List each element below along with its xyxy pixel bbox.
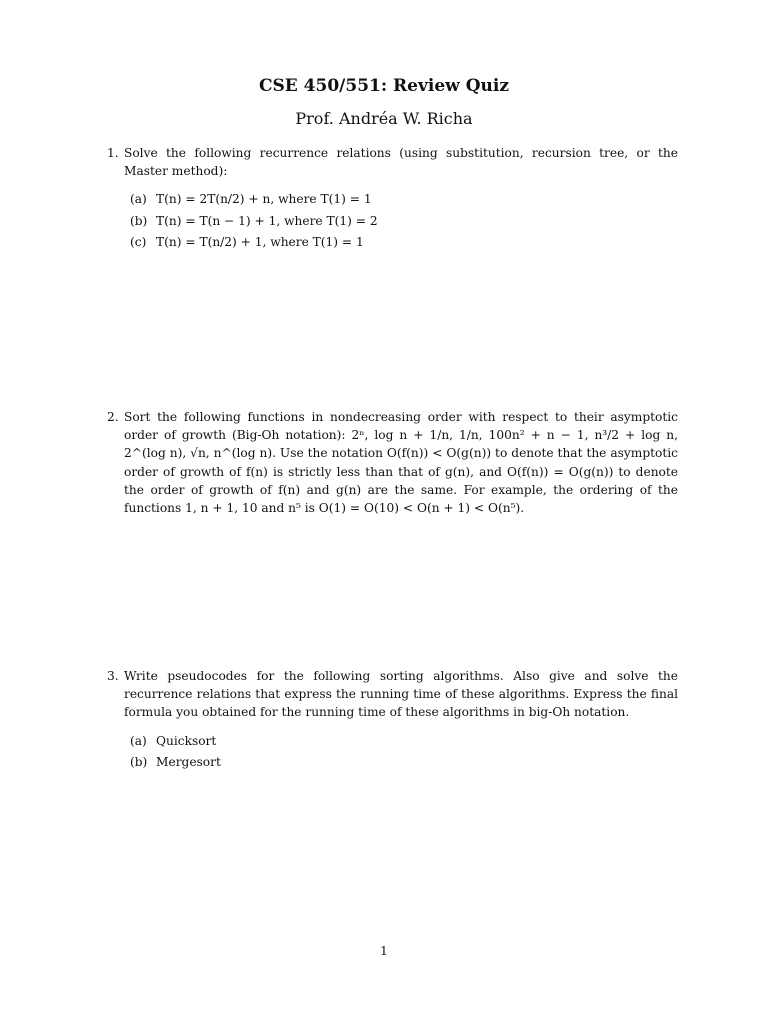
- page-title: CSE 450/551: Review Quiz: [259, 76, 509, 96]
- subquestion-item: [130, 232, 678, 254]
- question-3: [107, 667, 678, 774]
- subquestion-item: [130, 752, 678, 774]
- author-line: Prof. Andréa W. Richa: [295, 109, 473, 128]
- question-text: Sort the following functions in nondecreasing order with respect to their asymptotic order of growth (Big-Oh notation): 2ⁿ, log n + 1/n, 1/n, 100n² + n − 1, n³/2 + log n, 2^(log n), √n, n^(log n). Use the notation O(f(n)) < O(g(n)) to denote that the asymptotic order of growth of f(n) is strictly less than that of g(n), and O(f(n)) = O(g(n)) to denote the order of growth of f(n) and g(n) are the same. For example, the ordering of the functions 1, n + 1, 10 and n⁵ is O(1) = O(10) < O(n + 1) < O(n⁵).: [124, 410, 678, 516]
- question-1: [107, 144, 678, 254]
- subquestion-text: Mergesort: [156, 755, 221, 770]
- subquestion-text: T(n) = 2T(n/2) + n, where T(1) = 1: [156, 192, 372, 207]
- subquestion-item: [130, 189, 678, 211]
- subquestion-text: T(n) = T(n/2) + 1, where T(1) = 1: [156, 235, 364, 250]
- question-number: 1.: [107, 146, 119, 160]
- subquestion-label: (a): [130, 733, 147, 748]
- subquestion-label: (c): [130, 235, 147, 250]
- question-number: 2.: [107, 410, 119, 424]
- question-2: [107, 408, 678, 517]
- question-text: Write pseudocodes for the following sorting algorithms. Also give and solve the recurrence relations that express the running time of these algorithms. Express the final formula you obtained for the running time of these algorithms in big-Oh notation.: [124, 669, 678, 720]
- subquestion-label: (b): [130, 213, 148, 228]
- subquestion-list: [130, 731, 678, 774]
- subquestion-label: (a): [130, 192, 147, 207]
- question-number: 3.: [107, 669, 119, 683]
- subquestion-item: [130, 211, 678, 233]
- question-text: Solve the following recurrence relations (using substitution, recursion tree, or the Master method):: [124, 146, 678, 179]
- page-number: 1: [380, 944, 388, 958]
- subquestion-list: [130, 189, 678, 254]
- subquestion-item: [130, 731, 678, 753]
- subquestion-text: T(n) = T(n − 1) + 1, where T(1) = 2: [156, 213, 378, 228]
- subquestion-text: Quicksort: [156, 733, 217, 748]
- subquestion-label: (b): [130, 755, 148, 770]
